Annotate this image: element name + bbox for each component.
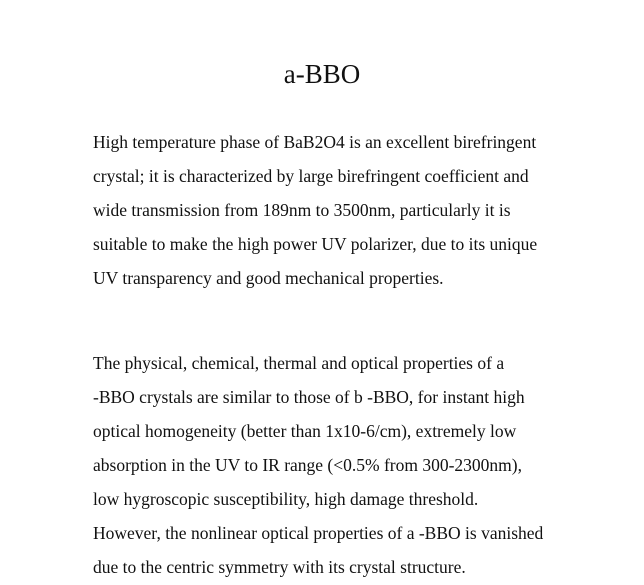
text-line: crystal; it is characterized by large birefringent coefficient and — [93, 166, 529, 186]
text-line: -BBO crystals are similar to those of b -BBO, for instant high — [93, 387, 525, 407]
text-line: UV transparency and good mechanical properties. — [93, 268, 444, 288]
text-line: The physical, chemical, thermal and optical properties of a — [93, 353, 505, 373]
text-line: However, the nonlinear optical properties of a -BBO is vanished — [93, 523, 544, 543]
paragraph-overview — [93, 125, 633, 295]
paragraph-properties — [93, 346, 633, 584]
text-line: suitable to make the high power UV polarizer, due to its unique — [93, 234, 538, 254]
document-title: a-BBO — [283, 59, 361, 89]
text-line: wide transmission from 189nm to 3500nm, particularly it is — [93, 200, 511, 220]
text-line: absorption in the UV to IR range (<0.5% from 300-2300nm), — [93, 455, 522, 475]
text-line: due to the centric symmetry with its crystal structure. — [93, 557, 466, 577]
text-line: optical homogeneity (better than 1x10-6/cm), extremely low — [93, 421, 517, 441]
text-line: High temperature phase of BaB2O4 is an excellent birefringent — [93, 132, 537, 152]
text-line: low hygroscopic susceptibility, high damage threshold. — [93, 489, 479, 509]
